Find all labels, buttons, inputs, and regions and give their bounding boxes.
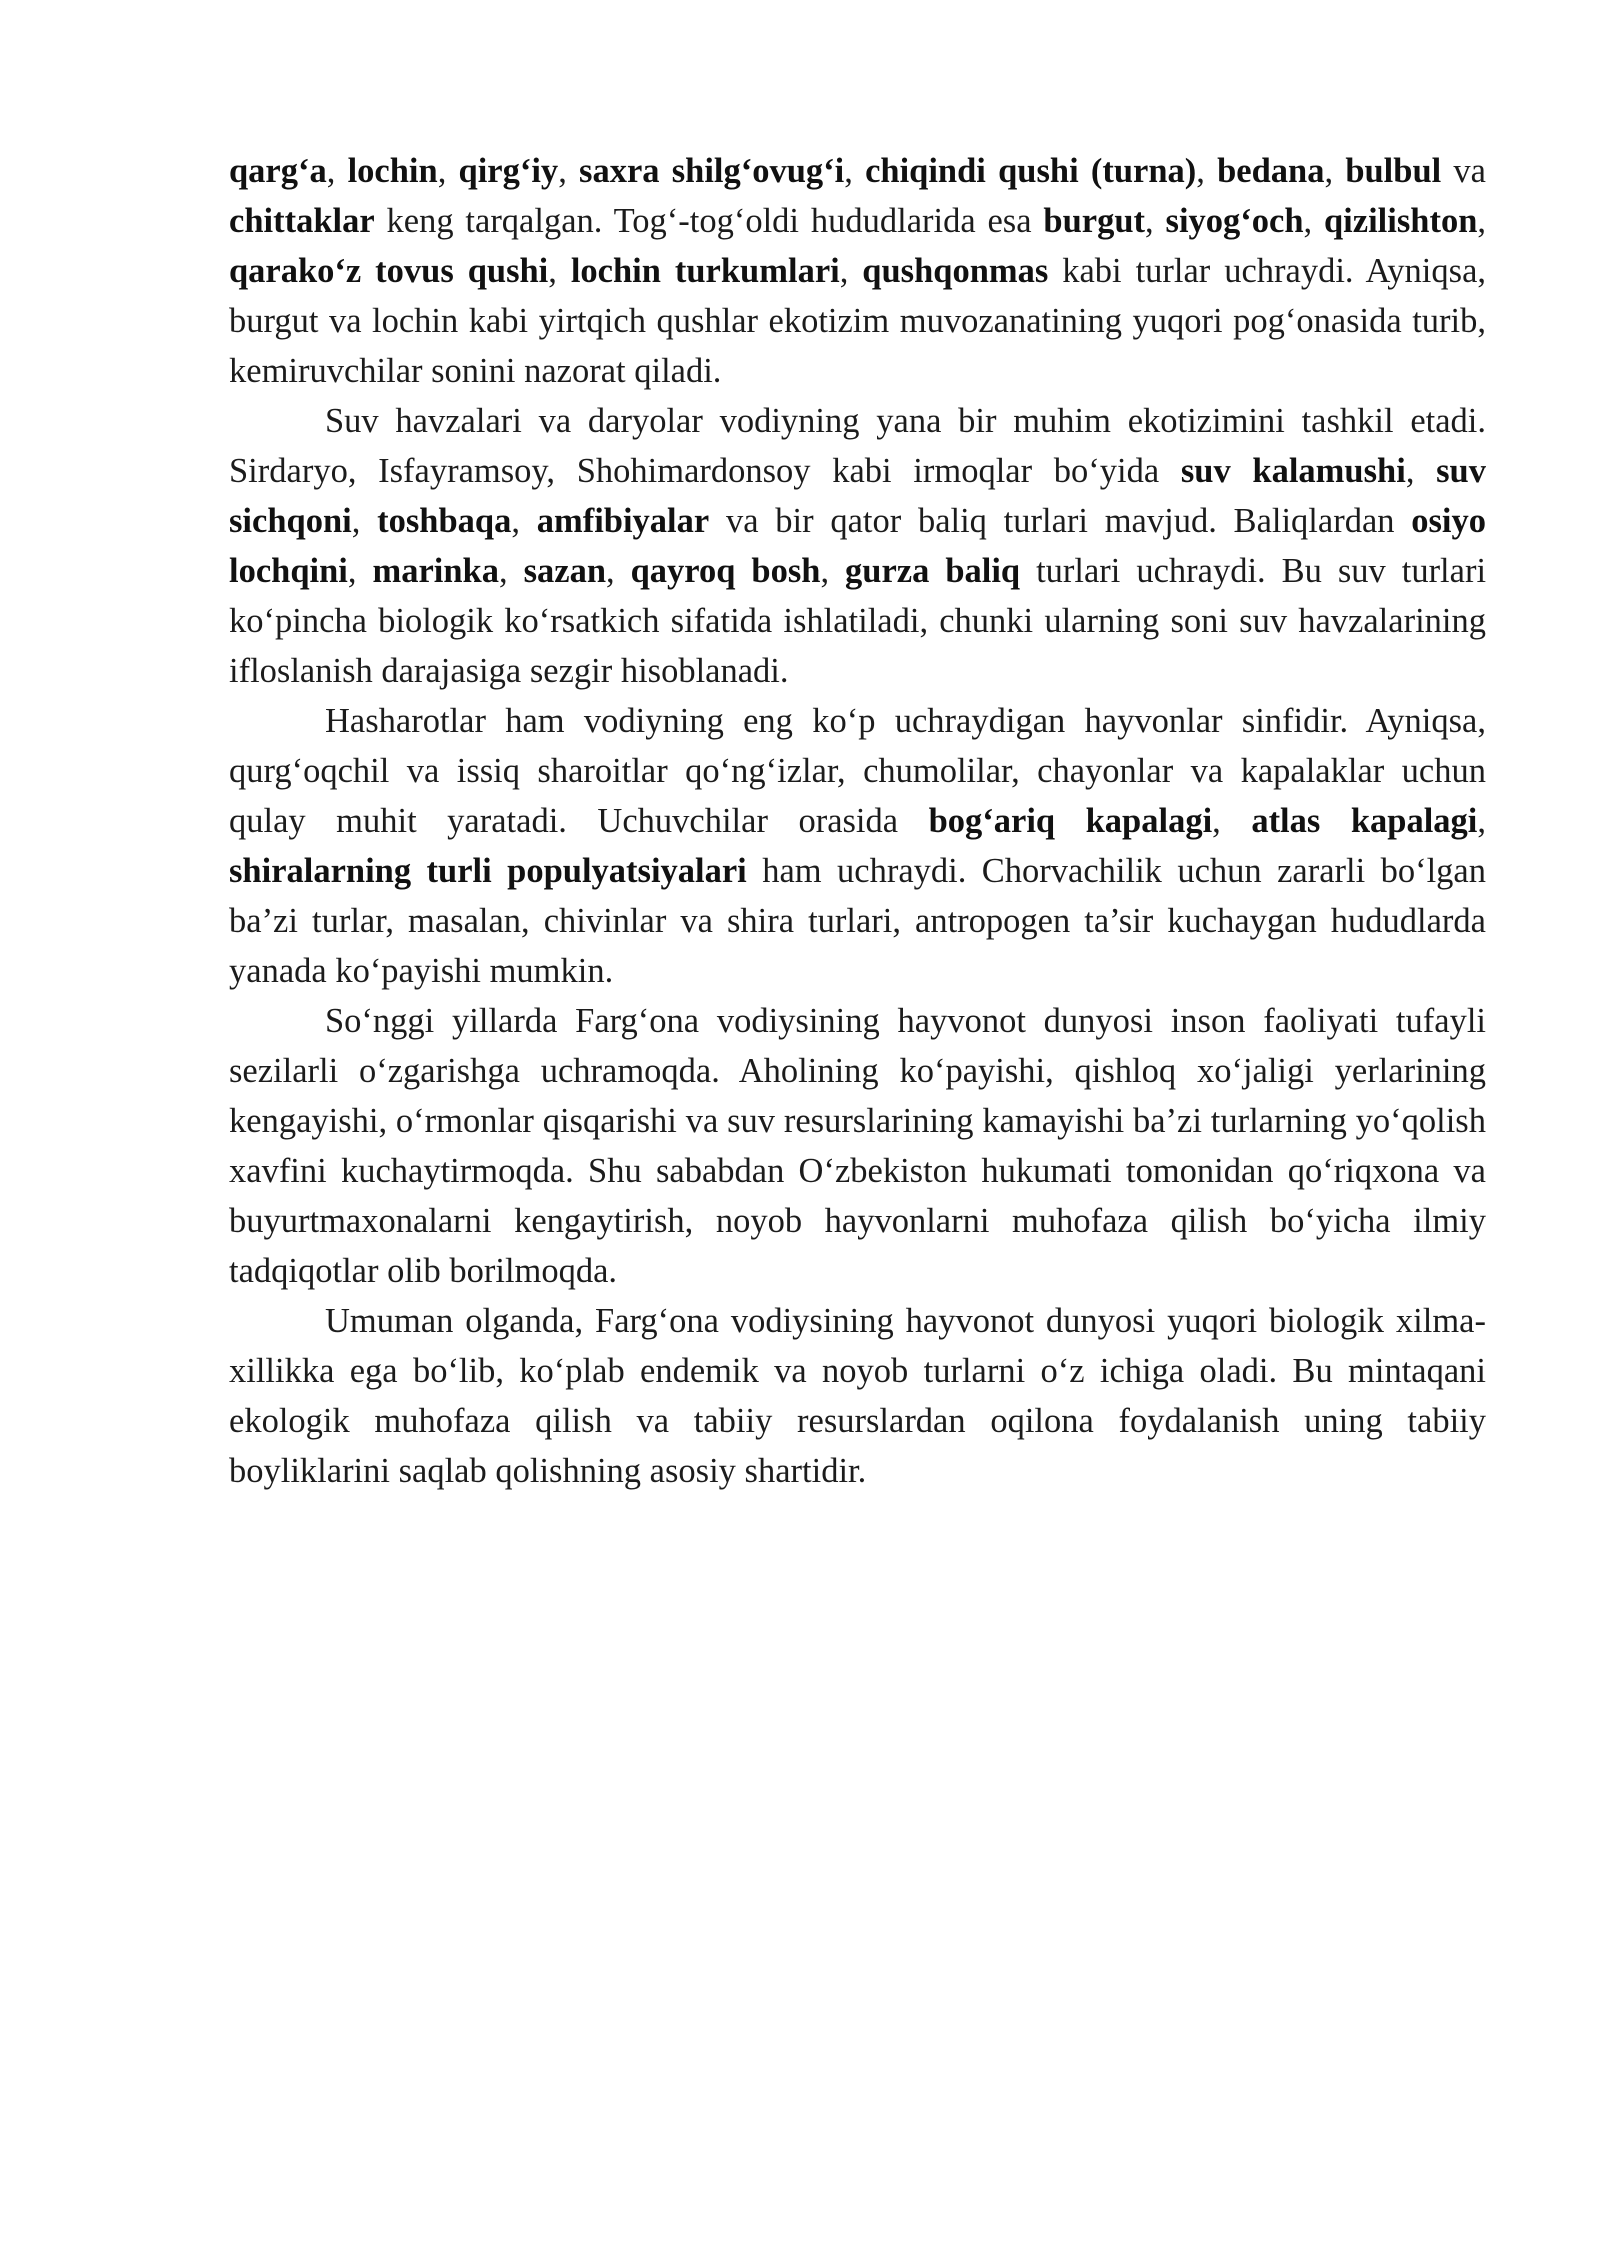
text-run: ,: [1145, 202, 1166, 240]
text-run: ,: [347, 552, 373, 590]
bold-term: qirg‘iy: [458, 152, 559, 190]
text-run: ,: [1212, 802, 1252, 840]
text-run: va: [1441, 152, 1486, 190]
text-run: va bir qator baliq turlari mavjud. Baliqlardan: [709, 502, 1412, 540]
bold-term: bog‘ariq kapalagi: [928, 802, 1213, 840]
bold-term: lochin turkumlari: [570, 252, 840, 290]
bold-term: marinka: [372, 552, 499, 590]
text-run: Hasharotlar ham vodiyning eng ko‘p uchraydigan hayvonlar sinfidir. Ayniqsa, qurg‘oqchil va issiq sharoitlar qo‘ng‘izlar, chumolilar, chayonlar va kapalaklar uchun qulay muhit yaratadi. Uchuvchilar orasida: [229, 702, 1486, 840]
text-run: ,: [1196, 152, 1218, 190]
bold-term: osiyo lochqini: [229, 502, 1487, 590]
text-run: ,: [1405, 452, 1437, 490]
bold-term: atlas kapalagi: [1251, 802, 1478, 840]
bold-term: qarako‘z tovus qushi: [229, 252, 549, 290]
bold-term: qushqonmas: [862, 252, 1049, 290]
bold-term: gurza baliq: [845, 552, 1021, 590]
text-run: ,: [820, 552, 846, 590]
bold-term: toshbaqa: [377, 502, 512, 540]
bold-term: suv kalamushi: [1180, 452, 1406, 490]
text-run: Suv havzalari va daryolar vodiyning yana bir muhim ekotizimini tashkil etadi. Sirdaryo, Isfayramsoy, Shohimardonsoy kabi irmoqlar bo‘yida: [229, 402, 1486, 490]
text-run: turlari uchraydi. Bu suv turlari ko‘pincha biologik ko‘rsatkich sifatida ishlatiladi, chunki ularning soni suv havzalarining ifloslanish darajasiga sezgir hisoblanadi.: [229, 552, 1487, 690]
bold-term: lochin: [347, 152, 438, 190]
text-run: ,: [839, 252, 863, 290]
bold-term: chittaklar: [229, 202, 375, 240]
text-run: ,: [326, 152, 348, 190]
text-run: So‘nggi yillarda Farg‘ona vodiysining hayvonot dunyosi inson faoliyati tufayli sezilarli o‘zgarishga uchramoqda. Aholining ko‘payishi, qishloq xo‘jaligi yerlarining kengayishi, o‘rmonlar qisqarishi va suv resurslarining kamayishi ba’zi turlarning yo‘qolish xavfini kuchaytirmoqda. Shu sababdan O‘zbekiston hukumati tomonidan qo‘riqxona va buyurtmaxonalarni kengaytirish, noyob hayvonlarni muhofaza qilish bo‘yicha ilmiy tadqiqotlar olib borilmoqda.: [229, 1002, 1486, 1290]
bold-term: burgut: [1043, 202, 1146, 240]
text-run: ,: [499, 552, 524, 590]
bold-term: amfibiyalar: [536, 502, 710, 540]
text-run: ham uchraydi. Chorvachilik uchun zararli bo‘lgan ba’zi turlar, masalan, chivinlar va shira turlari, antropogen ta’sir kuchaygan hududlarda yanada ko‘payishi mumkin.: [229, 852, 1486, 990]
text-run: Umuman olganda, Farg‘ona vodiysining hayvonot dunyosi yuqori biologik xilma-xillikka ega bo‘lib, ko‘plab endemik va noyob turlarni o‘z ichiga oladi. Bu mintaqani ekologik muhofaza qilish va tabiiy resurslardan oqilona foydalanish uning tabiiy boyliklarini saqlab qolishning asosiy shartidir.: [229, 1302, 1486, 1490]
text-run: ,: [1477, 802, 1486, 840]
paragraph: [229, 696, 1486, 996]
text-run: ,: [1477, 202, 1487, 240]
bold-term: sazan: [523, 552, 607, 590]
paragraph: [229, 996, 1486, 1296]
bold-term: qayroq bosh: [630, 552, 821, 590]
text-run: ,: [548, 252, 571, 290]
bold-term: saxra shilg‘ovug‘i: [579, 152, 845, 190]
text-run: ,: [351, 502, 378, 540]
document-page: [229, 146, 1486, 1496]
paragraph: [229, 146, 1486, 396]
paragraph: [229, 1296, 1486, 1496]
bold-term: siyog‘och: [1165, 202, 1304, 240]
bold-term: qizilishton: [1324, 202, 1478, 240]
text-run: ,: [1303, 202, 1324, 240]
text-run: ,: [606, 552, 631, 590]
bold-term: chiqindi qushi (turna): [865, 152, 1197, 190]
text-run: ,: [1324, 152, 1346, 190]
text-run: keng tarqalgan. Tog‘-tog‘oldi hududlarida esa: [374, 202, 1044, 240]
text-run: kabi turlar uchraydi. Ayniqsa, burgut va lochin kabi yirtqich qushlar ekotizim muvozanatining yuqori pog‘onasida turib, kemiruvchilar sonini nazorat qiladi.: [229, 252, 1487, 390]
bold-term: shiralarning turli populyatsiyalari: [229, 852, 747, 890]
paragraph: [229, 396, 1486, 696]
bold-term: qarg‘a: [229, 152, 327, 190]
text-run: ,: [437, 152, 459, 190]
text-run: ,: [511, 502, 537, 540]
bold-term: suv sichqoni: [229, 452, 1486, 540]
text-run: ,: [844, 152, 866, 190]
bold-term: bulbul: [1345, 152, 1442, 190]
bold-term: bedana: [1217, 152, 1325, 190]
text-run: ,: [558, 152, 580, 190]
